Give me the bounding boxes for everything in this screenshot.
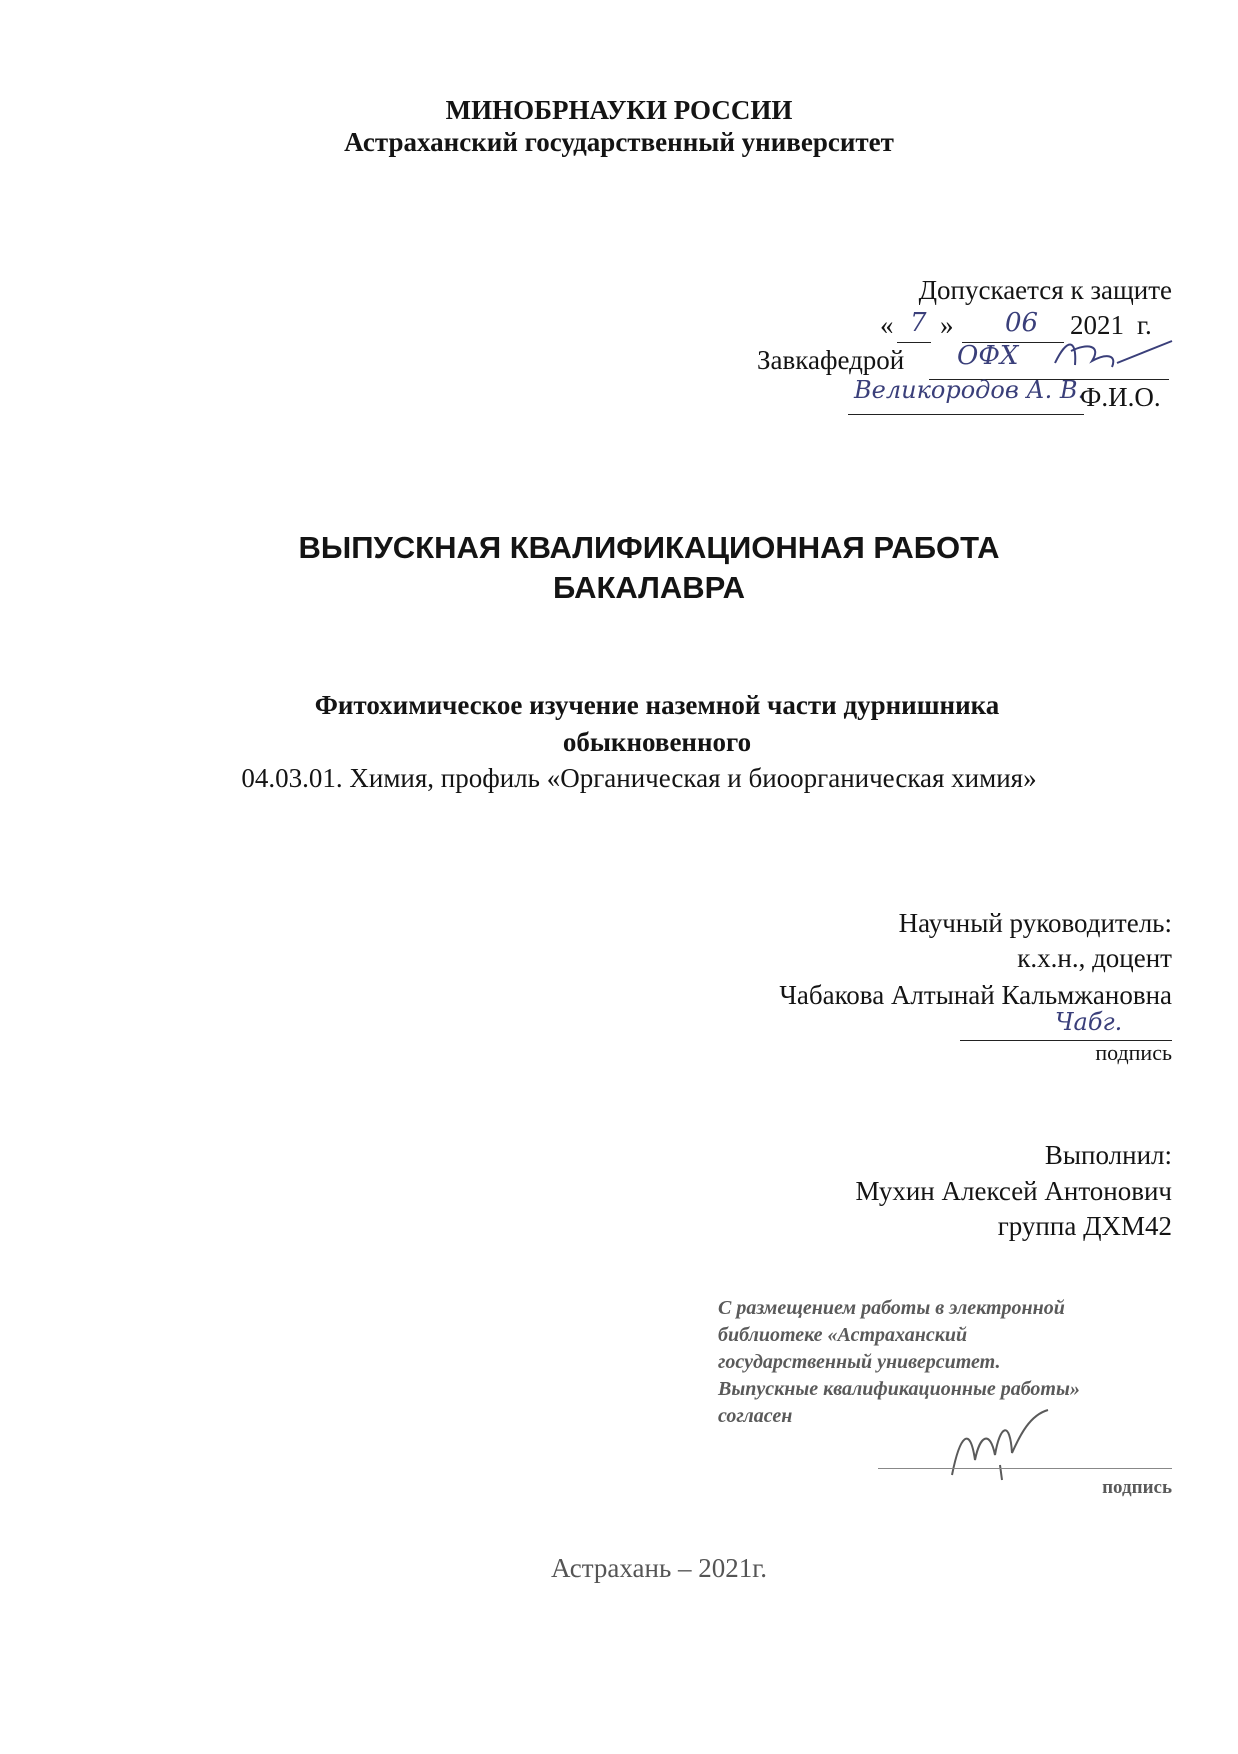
date-year: 2021 <box>1070 310 1124 340</box>
date-month: 06 <box>1005 308 1039 338</box>
work-type-title: ВЫПУСКНАЯ КВАЛИФИКАЦИОННАЯ РАБОТА <box>298 530 1000 565</box>
author-name: Мухин Алексей Антонович <box>855 1176 1172 1206</box>
university-heading: Астраханский государственный университет <box>344 127 894 157</box>
city-year: Астрахань – 2021г. <box>550 1553 768 1583</box>
topic-line-1: Фитохимическое изучение наземной части дурнишника <box>314 690 1000 720</box>
supervisor-degree: к.х.н., доцент <box>1017 943 1172 973</box>
quote-close: » <box>940 310 954 340</box>
head-name-hand: Великородов А. В. <box>854 376 1086 404</box>
supervisor-name: Чабакова Алтынай Кальмжановна <box>779 980 1172 1010</box>
quote-open: « <box>880 310 894 340</box>
consent-signature <box>940 1405 1060 1485</box>
date-day: 7 <box>910 308 927 338</box>
author-group: группа ДХМ42 <box>997 1211 1172 1241</box>
ministry-heading: МИНОБРНАУКИ РОССИИ <box>445 95 793 125</box>
author-label: Выполнил: <box>1044 1140 1172 1170</box>
head-label: Завкафедрой <box>757 345 905 375</box>
supervisor-signature: Чабг. <box>1055 1008 1123 1036</box>
supervisor-label: Научный руководитель: <box>898 908 1172 938</box>
head-name-row <box>840 376 1180 422</box>
head-hand-text: ОФХ <box>957 341 1019 371</box>
topic-line-2: обыкновенного <box>562 727 752 757</box>
program-line: 04.03.01. Химия, профиль «Органическая и биоорганическая химия» <box>241 763 1037 793</box>
consent-line-4: Выпускные квалификационные работы» <box>718 1378 1080 1400</box>
consent-line-5: согласен <box>718 1405 793 1427</box>
consent-line-2: библиотеке «Астраханский <box>718 1324 968 1346</box>
date-year-suffix: г. <box>1137 310 1152 340</box>
work-type-subtitle: БАКАЛАВРА <box>552 570 746 605</box>
admitted-label: Допускается к защите <box>918 275 1172 305</box>
consent-line-1: С размещением работы в электронной <box>718 1297 1065 1319</box>
fio-label: Ф.И.О. <box>1080 382 1161 412</box>
supervisor-signature-label: подпись <box>1095 1040 1172 1065</box>
consent-signature-label: подпись <box>1102 1477 1172 1498</box>
consent-line-3: государственный университет. <box>718 1351 1001 1373</box>
